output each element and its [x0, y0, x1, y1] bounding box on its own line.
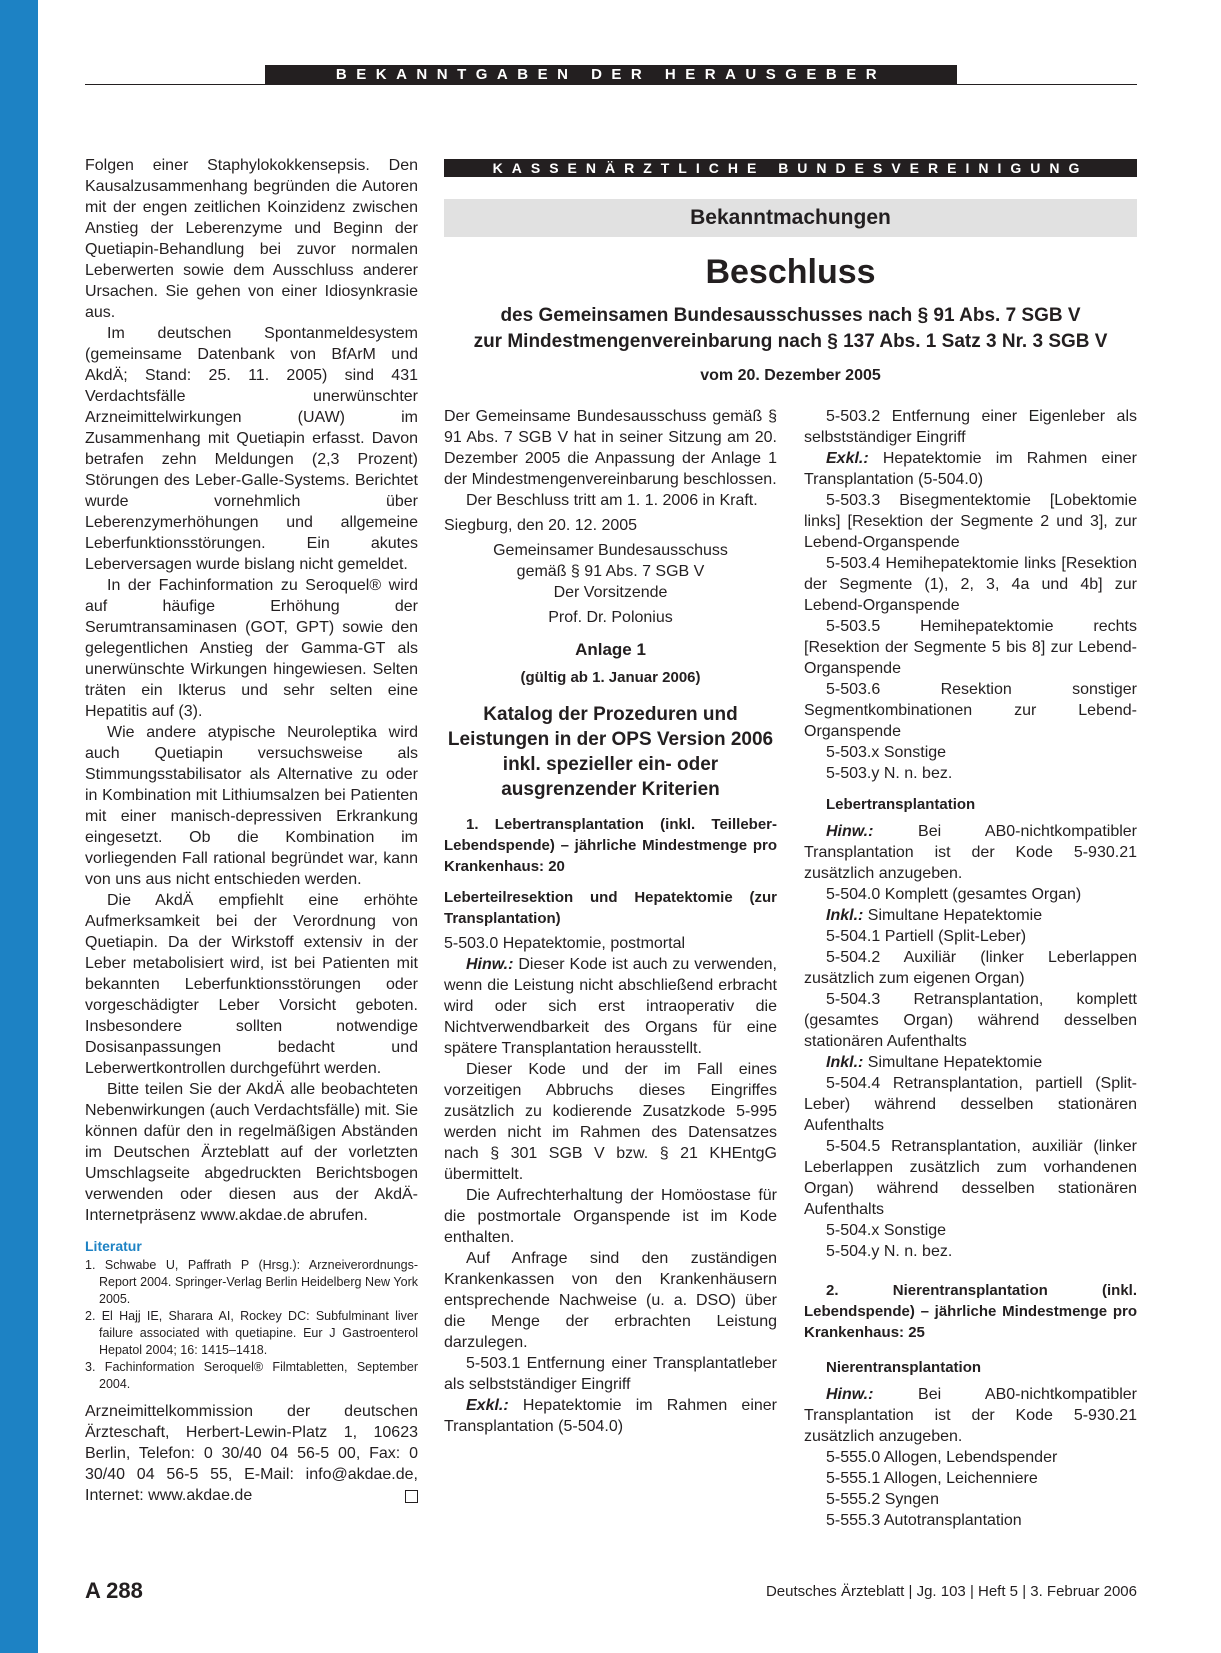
paragraph: In der Fachinformation zu Seroquel® wird auf häufige Erhöhung der Serumtransaminasen (GOT, GPT) sowie den gelegentlichen Anstieg der Gamma-GT als unerwünschte Wirkungen hingewiesen. Selten träten ein Ikterus und sehr selten eine Hepatitis auf (3). — [85, 577, 418, 720]
paragraph: Auf Anfrage sind den zuständigen Krankenkassen von den Krankenhäusern entsprechende Nachweise (u. a. DSO) über die Menge der erbrachten Leistung darzulegen. — [444, 1250, 777, 1351]
subsection-heading: Lebertransplantation — [826, 796, 976, 813]
exkl-label: Exkl.: — [826, 450, 869, 467]
code-entry: 5-504.2 Auxiliär (linker Leberlappen zusätzlich zum eigenen Organ) — [804, 949, 1137, 987]
article-date: vom 20. Dezember 2005 — [700, 367, 881, 384]
hinw-label: Hinw.: — [466, 956, 514, 973]
hinw-label: Hinw.: — [826, 823, 874, 840]
code-entry: 5-503.2 Entfernung einer Eigenleber als selbstständiger Eingriff — [804, 408, 1137, 446]
section-heading: 2. Nierentransplantation (inkl. Lebendspende) – jährliche Mindestmenge pro Krankenhaus: 25 — [804, 1282, 1137, 1341]
paragraph: Dieser Kode und der im Fall eines vorzeitigen Abbruchs dieses Eingriffes zusätzlich zu kodierende Zusatzkode 5-995 werden nicht im Rahmen des Datensatzes nach § 301 SGB V bzw. § 21 KHEntgG übermittelt. — [444, 1061, 777, 1183]
note-text: Dieser Kode ist auch zu verwenden, wenn die Leistung nicht abschließend erbracht wird oder sich erst intraoperativ die Nichtverwendbarkeit des Organs für eine spätere Transplantation herausstellt. — [444, 956, 777, 1057]
paragraph: Der Beschluss tritt am 1. 1. 2006 in Kraft. — [466, 492, 758, 509]
subsection-heading: Nierentransplantation — [826, 1359, 982, 1376]
subtitle-line: des Gemeinsamen Bundesausschusses nach § 91 Abs. 7 SGB V — [500, 305, 1081, 326]
column-right — [804, 406, 1137, 1531]
left-color-bar — [0, 0, 38, 1653]
page-number: A 288 — [85, 1578, 143, 1603]
reference-item: 1. Schwabe U, Paffrath P (Hrsg.): Arzneiverordnungs-Report 2004. Springer-Verlag Berlin Heidelberg New York 2005. — [85, 1258, 418, 1306]
code-entry: 5-503.4 Hemihepatektomie links [Resektion der Segmente (1), 2, 3, 4a und 4b] zur Lebend-Organspende — [804, 555, 1137, 614]
subtitle-line: zur Mindestmengenvereinbarung nach § 137 Abs. 1 Satz 3 Nr. 3 SGB V — [473, 331, 1108, 352]
inkl-label: Inkl.: — [826, 907, 864, 924]
literature-heading: Literatur — [85, 1238, 142, 1254]
code-entry: 5-555.3 Autotransplantation — [826, 1512, 1022, 1529]
address-text: Arzneimittelkommission der deutschen Ärzteschaft, Herbert-Lewin-Platz 1, 10623 Berlin, Telefon: 0 30/40 04 56-5 00, Fax: 0 30/40 04 56-5 55, E-Mail: info@akdae.de, Internet: www.akdae.de — [85, 1403, 418, 1504]
paragraph: Die AkdÄ empfiehlt eine erhöhte Aufmerksamkeit bei der Verordnung von Quetiapin. Da der Wirkstoff extensiv in der Leber metabolisiert wird, ist bei Patienten mit bekannten Leberfunktionsstörungen oder vorgeschädigter Leber Vorsicht geboten. Insbesondere sollten notwendige Dosisanpassungen bedacht und Leberwertkontrollen durchgeführt werden. — [85, 892, 418, 1077]
paragraph: Der Gemeinsame Bundesausschuss gemäß § 91 Abs. 7 SGB V hat in seiner Sitzung am 20. Dezember 2005 die Anpassung der Anlage 1 der Mindestmengenvereinbarung beschlossen. — [444, 408, 777, 488]
note-text: Bei AB0-nichtkompatibler Transplantation ist der Kode 5-930.21 zusätzlich anzugeben. — [804, 823, 1137, 882]
code-entry: 5-504.1 Partiell (Split-Leber) — [826, 928, 1027, 945]
subsection-heading: Leberteilresektion und Hepatektomie (zur Transplantation) — [444, 889, 777, 927]
code-entry: 5-503.1 Entfernung einer Transplantatleber als selbstständiger Eingriff — [444, 1355, 777, 1393]
hinw-label: Hinw.: — [826, 1386, 874, 1403]
code-entry: 5-503.y N. n. bez. — [826, 765, 953, 782]
note-text: Hepatektomie im Rahmen einer Transplantation (5-504.0) — [804, 450, 1137, 488]
anlage-validity: (gültig ab 1. Januar 2006) — [520, 669, 701, 686]
paragraph: Im deutschen Spontanmeldesystem (gemeinsame Datenbank von BfArM und AkdÄ; Stand: 25. 11. 2005) sind 431 Verdachtsfälle unerwünschter Arzneimittelwirkungen (UAW) im Zusammenhang mit Quetiapin erfasst. Davon betrafen zehn Meldungen (2,3 Prozent) Störungen des Leber-Galle-Systems. Berichtet wurde vornehmlich über Leberenzymerhöhungen und allgemeine Leberfunktionsstörungen. Ein akutes Leberversagen wurde bislang nicht gemeldet. — [85, 325, 418, 573]
code-entry: 5-503.5 Hemihepatektomie rechts [Resektion der Segmente 5 bis 8] zur Lebend-Organspende — [804, 618, 1137, 677]
article-title: Beschluss — [705, 253, 876, 291]
section-title: Bekanntmachungen — [444, 199, 1137, 237]
note — [804, 821, 1137, 884]
code-entry: 5-555.0 Allogen, Lebendspender — [826, 1449, 1058, 1466]
code-entry: 5-504.x Sonstige — [826, 1222, 947, 1239]
kbv-banner: KASSENÄRZTLICHE BUNDESVEREINIGUNG — [444, 159, 1137, 177]
reference-item: 2. El Hajj IE, Sharara AI, Rockey DC: Subfulminant liver failure associated with quetiapine. Eur J Gastroenterol Hepatol 2004; 16: 1415–1418. — [85, 1309, 418, 1357]
note — [804, 905, 1137, 926]
note-text: Simultane Hepatektomie — [863, 907, 1043, 924]
section-heading: 1. Lebertransplantation (inkl. Teilleber-Lebendspende) – jährliche Mindestmenge pro Krankenhaus: 20 — [444, 816, 777, 875]
signature-name: Prof. Dr. Polonius — [548, 609, 673, 626]
column-middle — [444, 406, 777, 1437]
note-text: Bei AB0-nichtkompatibler Transplantation ist der Kode 5-930.21 zusätzlich anzugeben. — [804, 1386, 1137, 1445]
inkl-label: Inkl.: — [826, 1054, 864, 1071]
code-entry: 5-555.1 Allogen, Leichenniere — [826, 1470, 1038, 1487]
place-date: Siegburg, den 20. 12. 2005 — [444, 517, 638, 534]
code-entry: 5-504.4 Retransplantation, partiell (Split-Leber) während desselben stationären Aufenthalts — [804, 1075, 1137, 1134]
code-entry: 5-504.5 Retransplantation, auxiliär (linker Leberlappen zusätzlich zum vorhandenen Organ) während desselben stationären Aufenthalts — [804, 1138, 1137, 1218]
end-box-icon — [405, 1490, 418, 1503]
paragraph: Die Aufrechterhaltung der Homöostase für die postmortale Organspende ist im Kode enthalten. — [444, 1187, 777, 1246]
signature-line: gemäß § 91 Abs. 7 SGB V — [516, 563, 705, 580]
column-left — [85, 155, 418, 1506]
note — [444, 954, 777, 1059]
address-block — [85, 1401, 418, 1506]
code-entry: 5-504.0 Komplett (gesamtes Organ) — [826, 886, 1082, 903]
code-entry: 5-504.y N. n. bez. — [826, 1243, 953, 1260]
exkl-label: Exkl.: — [466, 1397, 509, 1414]
code-entry: 5-503.6 Resektion sonstiger Segmentkombinationen zur Lebend-Organspende — [804, 681, 1137, 740]
catalog-heading: Katalog der Prozeduren und Leistungen in der OPS Version 2006 inkl. spezieller ein- oder ausgrenzender Kriterien — [447, 704, 774, 800]
journal-info: Deutsches Ärzteblatt | Jg. 103 | Heft 5 | 3. Februar 2006 — [765, 1583, 1137, 1600]
signature-line: Gemeinsamer Bundesausschuss — [493, 542, 728, 559]
note — [804, 448, 1137, 490]
code-entry: 5-503.3 Bisegmentektomie [Lobektomie links] [Resektion der Segmente 2 und 3], zur Lebend-Organspende — [804, 492, 1137, 551]
paragraph: Wie andere atypische Neuroleptika wird auch Quetiapin versuchsweise als Stimmungsstabilisator als Alternative zu oder in Kombination mit Lithiumsalzen bei Patienten mit einer manisch-depressiven Erkrankung eingesetzt. Ob die Kombination im vorliegenden Fall rational begründet war, kann von uns aus nicht entschieden werden. — [85, 724, 418, 888]
note-text: Hepatektomie im Rahmen einer Transplantation (5-504.0) — [444, 1397, 777, 1435]
code-entry: 5-503.0 Hepatektomie, postmortal — [444, 935, 686, 952]
code-entry: 5-504.3 Retransplantation, komplett (gesamtes Organ) während desselben stationären Aufenthalts — [804, 991, 1137, 1050]
note — [804, 1052, 1137, 1073]
section-banner: BEKANNTGABEN DER HERAUSGEBER — [265, 65, 957, 85]
article-subtitle — [444, 303, 1137, 355]
code-entry: 5-503.x Sonstige — [826, 744, 947, 761]
note — [804, 1384, 1137, 1447]
anlage-heading: Anlage 1 — [575, 640, 646, 659]
paragraph: Bitte teilen Sie der AkdÄ alle beobachteten Nebenwirkungen (auch Verdachtsfälle) mit. Sie können dafür den in regelmäßigen Abständen im Deutschen Ärzteblatt auf der vorletzten Umschlagseite abgedruckten Berichtsbogen verwenden oder diesen aus der AkdÄ-Internetpräsenz www.akdae.de abrufen. — [85, 1081, 418, 1224]
header-rule — [85, 84, 1137, 85]
reference-item: 3. Fachinformation Seroquel® Filmtabletten, September 2004. — [85, 1360, 418, 1391]
note — [444, 1395, 777, 1437]
note-text: Simultane Hepatektomie — [863, 1054, 1043, 1071]
paragraph: Folgen einer Staphylokokkensepsis. Den Kausalzusammenhang begründen die Autoren mit der engen zeitlichen Koinzidenz zwischen Anstieg der Leberenzyme und Beginn der Quetiapin-Behandlung bei zuvor normalen Leberwerten sowie dem Ausschluss anderer Ursachen. Sie gehen von einer Idiosynkrasie aus. — [85, 157, 418, 321]
signature-line: Der Vorsitzende — [553, 584, 668, 601]
code-entry: 5-555.2 Syngen — [826, 1491, 939, 1508]
